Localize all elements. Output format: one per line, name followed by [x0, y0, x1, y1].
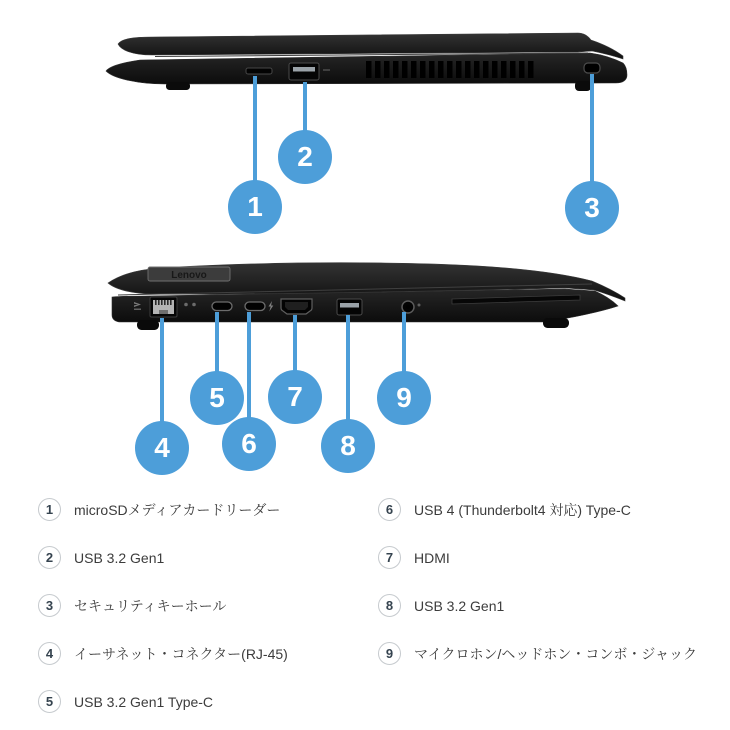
legend-number: 7: [378, 546, 401, 569]
legend-label: USB 4 (Thunderbolt4 対応) Type-C: [414, 501, 631, 518]
callout-1: 1: [228, 180, 282, 234]
laptop-left-side-view: [105, 255, 630, 335]
legend-number: 4: [38, 642, 61, 665]
legend-label: microSDメディアカードリーダー: [74, 501, 281, 518]
status-led-icon: [192, 303, 196, 307]
legend-number: 1: [38, 498, 61, 521]
usb-a-port: [337, 299, 362, 315]
legend-label: USB 3.2 Gen1: [74, 549, 165, 566]
callout-5: 5: [190, 371, 244, 425]
laptop-foot: [543, 318, 569, 328]
callout-3: 3: [565, 181, 619, 235]
callout-6: 6: [222, 417, 276, 471]
callout-8: 8: [321, 419, 375, 473]
laptop-foot: [137, 320, 159, 330]
legend-number: 2: [38, 546, 61, 569]
legend-item-5: [38, 690, 213, 713]
legend-number: 5: [38, 690, 61, 713]
legend-item-2: [38, 546, 164, 569]
callout-7: 7: [268, 370, 322, 424]
hdmi-port: [281, 299, 312, 314]
ethernet-rj45-port: [150, 297, 177, 317]
legend-label: USB 3.2 Gen1 Type-C: [74, 693, 214, 710]
legend-number: 3: [38, 594, 61, 617]
legend-label: USB 3.2 Gen1: [414, 597, 505, 614]
legend-item-1: [38, 498, 280, 521]
laptop-right-side-view: [100, 30, 630, 98]
legend-label: マイクロホン/ヘッドホン・コンボ・ジャック: [414, 645, 698, 662]
legend-item-8: [378, 594, 504, 617]
legend-number: 6: [378, 498, 401, 521]
callout-9: 9: [377, 371, 431, 425]
legend-item-6: [378, 498, 631, 521]
microsd-card-slot: [246, 68, 272, 74]
legend-label: HDMI: [414, 549, 450, 566]
callout-2: 2: [278, 130, 332, 184]
security-lock-slot: [584, 63, 600, 73]
laptop-foot: [166, 82, 190, 90]
legend-item-3: [38, 594, 226, 617]
callout-4: 4: [135, 421, 189, 475]
legend-number: 9: [378, 642, 401, 665]
legend-label: セキュリティキーホール: [74, 597, 227, 614]
lenovo-logo-text: Lenovo: [171, 270, 207, 281]
laptop-foot: [575, 81, 591, 91]
legend-item-7: [378, 546, 450, 569]
usb-c-thunderbolt-port: [245, 302, 265, 311]
lenovo-logo: [148, 267, 230, 281]
legend-label: イーサネット・コネクター(RJ-45): [74, 645, 288, 662]
legend-number: 8: [378, 594, 401, 617]
legend-item-4: [38, 642, 288, 665]
legend-item-9: [378, 642, 697, 665]
status-led-icon: [184, 303, 188, 307]
usb-c-port: [212, 302, 232, 311]
